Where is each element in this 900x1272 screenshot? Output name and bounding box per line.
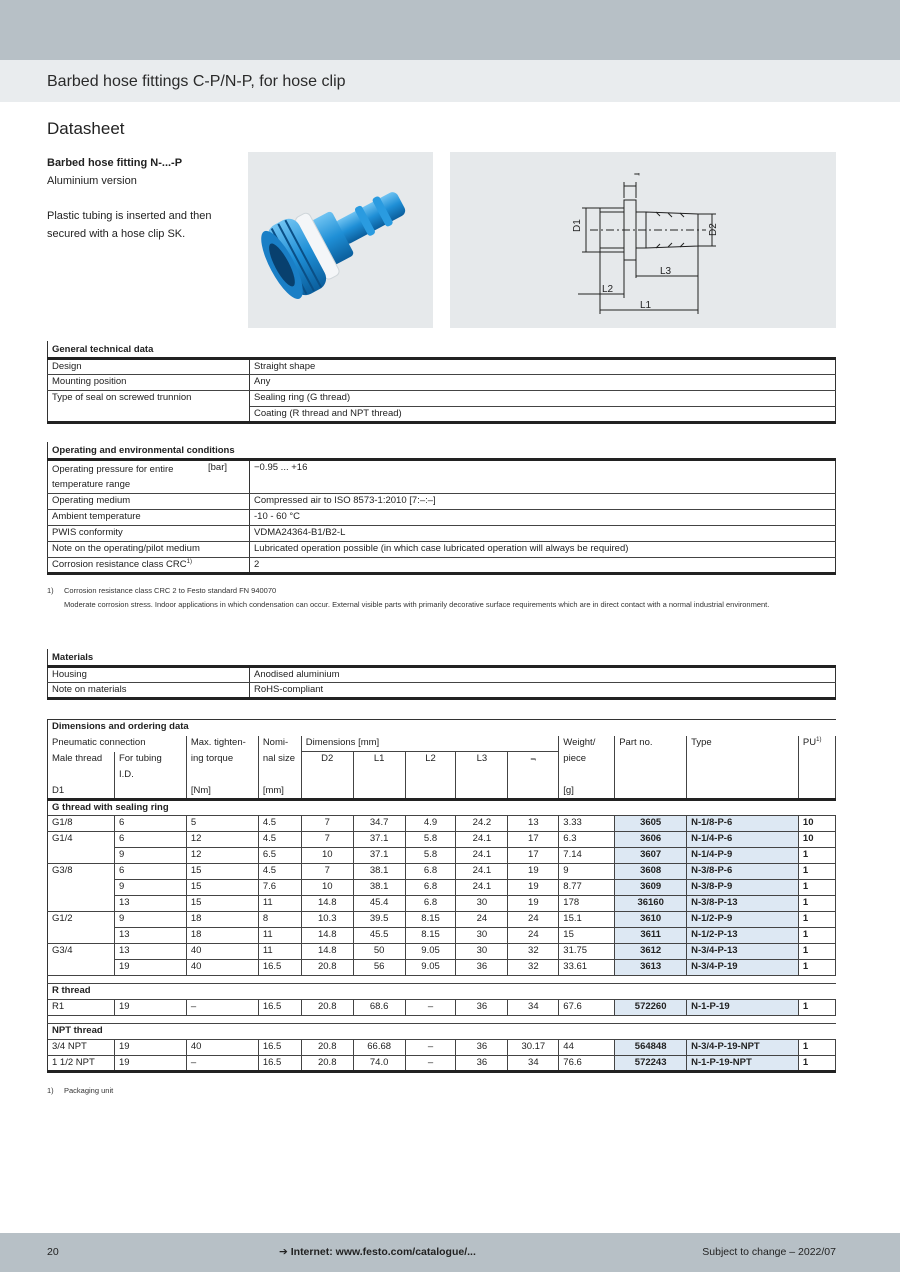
general-value: Any	[250, 374, 836, 390]
cell-max-torque: 15	[186, 880, 258, 896]
cell-l3: 36	[456, 1000, 508, 1016]
cell-weight: 3.33	[559, 816, 615, 832]
cell-nominal-size: 16.5	[258, 1000, 301, 1016]
general-value: Coating (R thread and NPT thread)	[250, 406, 836, 422]
npt-thread-rows	[48, 1040, 836, 1072]
cell-male-thread: 3/4 NPT	[48, 1040, 115, 1056]
header-g: [g]	[559, 784, 615, 800]
cell-d2: 20.8	[301, 1056, 353, 1072]
cell-type: N-1/2-P-13	[687, 928, 799, 944]
cell-weight: 15	[559, 928, 615, 944]
page-number: 20	[47, 1246, 59, 1258]
cell-max-torque: 40	[186, 960, 258, 976]
header-pu: PU	[802, 736, 817, 748]
cell-pu: 1	[798, 1000, 835, 1016]
cell-part-no: 572260	[615, 1000, 687, 1016]
table-row	[48, 848, 836, 864]
general-label: Mounting position	[48, 374, 250, 390]
footnote-marker: 1)	[47, 586, 54, 595]
cell-pu: 1	[798, 848, 835, 864]
cell-wrench-size: 34	[508, 1000, 559, 1016]
cell-pu: 1	[798, 960, 835, 976]
footnote-pu	[47, 1084, 113, 1098]
cell-part-no: 3611	[615, 928, 687, 944]
table-row	[48, 912, 836, 928]
cell-weight: 6.3	[559, 832, 615, 848]
header-max-torque-2: ing torque	[186, 752, 258, 768]
cell-weight: 7.14	[559, 848, 615, 864]
cell-weight: 9	[559, 864, 615, 880]
cell-nominal-size: 4.5	[258, 816, 301, 832]
header-mm: [mm]	[258, 784, 301, 800]
cell-l1: 45.5	[353, 928, 405, 944]
cell-male-thread: G1/2	[48, 912, 115, 928]
cell-l2: –	[405, 1040, 456, 1056]
cell-l3: 24.1	[456, 864, 508, 880]
cell-l2: 5.8	[405, 832, 456, 848]
cell-for-tubing: 13	[114, 896, 186, 912]
cell-l3: 30	[456, 896, 508, 912]
cell-max-torque: 18	[186, 912, 258, 928]
cell-l1: 50	[353, 944, 405, 960]
cell-nominal-size: 11	[258, 896, 301, 912]
operating-value: Compressed air to ISO 8573-1:2010 [7:–:–]	[250, 493, 836, 509]
product-image	[248, 152, 433, 328]
header-nominal-2: nal size	[258, 752, 301, 768]
cell-male-thread: G1/4	[48, 832, 115, 848]
cell-part-no: 3610	[615, 912, 687, 928]
cell-max-torque: 12	[186, 848, 258, 864]
cell-max-torque: –	[186, 1056, 258, 1072]
cell-type: N-1/4-P-9	[687, 848, 799, 864]
table-row	[48, 1040, 836, 1056]
cell-pu: 1	[798, 896, 835, 912]
cell-male-thread	[48, 896, 115, 912]
label-l1: L1	[640, 300, 652, 311]
cell-max-torque: 15	[186, 896, 258, 912]
operating-value: VDMA24364-B1/B2-L	[250, 525, 836, 541]
cell-d2: 10	[301, 880, 353, 896]
cell-d2: 10	[301, 848, 353, 864]
materials-table	[47, 649, 836, 700]
materials-label: Note on materials	[48, 682, 250, 698]
operating-conditions-table	[47, 442, 836, 575]
cell-nominal-size: 16.5	[258, 1040, 301, 1056]
cell-wrench-size: 19	[508, 864, 559, 880]
cell-part-no: 3609	[615, 880, 687, 896]
operating-label: Operating medium	[48, 493, 250, 509]
cell-for-tubing: 13	[114, 928, 186, 944]
pressure-value: −0.95 ... +16	[250, 459, 836, 493]
cell-d2: 7	[301, 864, 353, 880]
header-l3: L3	[456, 752, 508, 768]
header-nm: [Nm]	[186, 784, 258, 800]
cell-nominal-size: 6.5	[258, 848, 301, 864]
r-thread-rows	[48, 1000, 836, 1016]
cell-type: N-3/8-P-9	[687, 880, 799, 896]
cell-pu: 1	[798, 864, 835, 880]
cell-pu: 1	[798, 1040, 835, 1056]
cell-pu: 10	[798, 832, 835, 848]
cell-for-tubing: 19	[114, 960, 186, 976]
cell-l1: 37.1	[353, 832, 405, 848]
table-row	[48, 832, 836, 848]
cell-wrench-size: 24	[508, 912, 559, 928]
cell-wrench-size: 13	[508, 816, 559, 832]
cell-l3: 24.1	[456, 880, 508, 896]
cell-part-no: 3613	[615, 960, 687, 976]
cell-pu: 1	[798, 912, 835, 928]
operating-label: Ambient temperature	[48, 509, 250, 525]
cell-d2: 14.8	[301, 896, 353, 912]
cell-for-tubing: 6	[114, 816, 186, 832]
catalogue-link-text: Internet: www.festo.com/catalogue/...	[290, 1246, 476, 1258]
cell-pu: 1	[798, 928, 835, 944]
header-weight-1: Weight/	[559, 736, 615, 752]
cell-for-tubing: 9	[114, 880, 186, 896]
table-row	[48, 928, 836, 944]
cell-l2: 8.15	[405, 928, 456, 944]
footnote-pu-marker: 1)	[47, 1086, 54, 1095]
cell-type: N-3/4-P-19	[687, 960, 799, 976]
cell-l2: 8.15	[405, 912, 456, 928]
cell-max-torque: 40	[186, 1040, 258, 1056]
pressure-label-cell	[48, 459, 250, 493]
cell-l1: 56	[353, 960, 405, 976]
table-row	[48, 864, 836, 880]
label-d2: D2	[708, 223, 719, 236]
table-row	[48, 960, 836, 976]
cell-for-tubing: 19	[114, 1040, 186, 1056]
cell-l3: 24.2	[456, 816, 508, 832]
footnote-crc	[47, 584, 769, 612]
cell-type: N-3/8-P-6	[687, 864, 799, 880]
header-wrench-icon: ⫬	[508, 752, 559, 768]
cell-male-thread	[48, 880, 115, 896]
intro-subheading: Aluminium version	[47, 175, 137, 187]
catalogue-link[interactable]	[279, 1246, 476, 1258]
cell-pu: 1	[798, 944, 835, 960]
cell-max-torque: 15	[186, 864, 258, 880]
cell-l1: 68.6	[353, 1000, 405, 1016]
cell-weight: 31.75	[559, 944, 615, 960]
cell-weight: 8.77	[559, 880, 615, 896]
cell-d2: 20.8	[301, 1000, 353, 1016]
table-row	[48, 1056, 836, 1072]
cell-type: N-1/4-P-6	[687, 832, 799, 848]
cell-type: N-3/4-P-13	[687, 944, 799, 960]
cell-wrench-size: 24	[508, 928, 559, 944]
cell-wrench-size: 32	[508, 960, 559, 976]
technical-drawing	[450, 152, 836, 328]
table-row	[48, 896, 836, 912]
cell-male-thread	[48, 928, 115, 944]
cell-nominal-size: 11	[258, 928, 301, 944]
cell-d2: 14.8	[301, 944, 353, 960]
cell-type: N-1-P-19-NPT	[687, 1056, 799, 1072]
cell-male-thread: G3/8	[48, 864, 115, 880]
cell-l2: 6.8	[405, 896, 456, 912]
header-d1: D1	[48, 784, 115, 800]
operating-value: -10 - 60 °C	[250, 509, 836, 525]
cell-l1: 39.5	[353, 912, 405, 928]
cell-d2: 14.8	[301, 928, 353, 944]
cell-male-thread	[48, 848, 115, 864]
r-thread-section: R thread	[48, 984, 836, 1000]
cell-d2: 10.3	[301, 912, 353, 928]
table-row	[48, 816, 836, 832]
materials-value: Anodised aluminium	[250, 666, 836, 682]
cell-l3: 30	[456, 928, 508, 944]
cell-wrench-size: 30.17	[508, 1040, 559, 1056]
cell-pu: 10	[798, 816, 835, 832]
intro-heading: Barbed hose fitting N-...-P	[47, 157, 183, 169]
label-l3: L3	[660, 266, 672, 277]
cell-for-tubing: 13	[114, 944, 186, 960]
cell-nominal-size: 11	[258, 944, 301, 960]
general-value: Straight shape	[250, 358, 836, 374]
cell-weight: 178	[559, 896, 615, 912]
cell-l3: 30	[456, 944, 508, 960]
intro-description: Plastic tubing is inserted and then secured with a hose clip SK.	[47, 210, 212, 240]
materials-value: RoHS-compliant	[250, 682, 836, 698]
cell-pu: 1	[798, 1056, 835, 1072]
general-technical-table	[47, 341, 836, 424]
header-d2: D2	[301, 752, 353, 768]
dimension-drawing	[450, 152, 836, 328]
g-thread-section: G thread with sealing ring	[48, 800, 836, 816]
cell-nominal-size: 4.5	[258, 864, 301, 880]
cell-l2: –	[405, 1056, 456, 1072]
cell-l2: 9.05	[405, 944, 456, 960]
operating-value: Lubricated operation possible (in which case lubricated operation will always be required)	[250, 541, 836, 557]
header-l1: L1	[353, 752, 405, 768]
operating-label: PWIS conformity	[48, 525, 250, 541]
cell-male-thread: G3/4	[48, 944, 115, 960]
cell-l3: 24	[456, 912, 508, 928]
footer	[0, 1233, 900, 1272]
header-male-thread: Male thread	[48, 752, 115, 768]
header-pu-cell	[798, 736, 835, 752]
operating-title: Operating and environmental conditions	[48, 442, 836, 459]
cell-l2: 6.8	[405, 880, 456, 896]
cell-wrench-size: 19	[508, 880, 559, 896]
cell-l3: 24.1	[456, 848, 508, 864]
cell-l2: 5.8	[405, 848, 456, 864]
crc-label-cell	[48, 557, 250, 573]
cell-type: N-1/2-P-9	[687, 912, 799, 928]
label-d1: D1	[572, 219, 583, 232]
cell-wrench-size: 34	[508, 1056, 559, 1072]
header-pneumatic: Pneumatic connection	[48, 736, 187, 752]
cell-for-tubing: 19	[114, 1000, 186, 1016]
footnote-pu-text: Packaging unit	[64, 1086, 114, 1095]
cell-nominal-size: 16.5	[258, 1056, 301, 1072]
cell-part-no: 3612	[615, 944, 687, 960]
cell-type: N-3/8-P-13	[687, 896, 799, 912]
cell-part-no: 3608	[615, 864, 687, 880]
header-part-no: Part no.	[615, 736, 687, 752]
cell-for-tubing: 6	[114, 864, 186, 880]
cell-l1: 37.1	[353, 848, 405, 864]
pressure-unit: [bar]	[207, 461, 227, 473]
operating-label: Note on the operating/pilot medium	[48, 541, 250, 557]
cell-weight: 44	[559, 1040, 615, 1056]
general-label: Type of seal on screwed trunnion	[48, 390, 250, 406]
crc-label: Corrosion resistance class CRC	[52, 558, 187, 570]
crc-footnote-ref: 1)	[186, 558, 192, 565]
header-type: Type	[687, 736, 799, 752]
cell-d2: 7	[301, 832, 353, 848]
cell-type: N-1-P-19	[687, 1000, 799, 1016]
header-pu-sup: 1)	[816, 736, 822, 743]
cell-male-thread: G1/8	[48, 816, 115, 832]
footnote-line2: Moderate corrosion stress. Indoor applications in which condensation can occur. External visible parts with primarily decorative surface requirements which are in direct contact with a normal industrial environment.	[64, 600, 770, 609]
cell-wrench-size: 32	[508, 944, 559, 960]
cell-wrench-size: 17	[508, 832, 559, 848]
header-dimensions: Dimensions [mm]	[301, 736, 559, 752]
cell-l2: 9.05	[405, 960, 456, 976]
general-title: General technical data	[48, 341, 836, 358]
wrench-symbol-icon: ⫬	[634, 168, 640, 179]
fitting-photo	[248, 152, 433, 328]
cell-l1: 45.4	[353, 896, 405, 912]
header-band	[0, 60, 900, 102]
cell-l3: 24.1	[456, 832, 508, 848]
cell-max-torque: 5	[186, 816, 258, 832]
cell-for-tubing: 6	[114, 832, 186, 848]
cell-l3: 36	[456, 1056, 508, 1072]
top-band	[0, 0, 900, 60]
header-weight-2: piece	[559, 752, 615, 768]
cell-weight: 67.6	[559, 1000, 615, 1016]
general-label: Design	[48, 358, 250, 374]
cell-part-no: 3607	[615, 848, 687, 864]
header-title: Barbed hose fittings C-P/N-P, for hose clip	[47, 73, 346, 90]
label-l2: L2	[602, 284, 614, 295]
table-row	[48, 1000, 836, 1016]
cell-type: N-3/4-P-19-NPT	[687, 1040, 799, 1056]
g-thread-rows	[48, 816, 836, 976]
cell-l2: 6.8	[405, 864, 456, 880]
cell-part-no: 36160	[615, 896, 687, 912]
cell-male-thread	[48, 960, 115, 976]
cell-nominal-size: 4.5	[258, 832, 301, 848]
cell-male-thread: 1 1/2 NPT	[48, 1056, 115, 1072]
cell-weight: 33.61	[559, 960, 615, 976]
cell-max-torque: –	[186, 1000, 258, 1016]
cell-l1: 38.1	[353, 880, 405, 896]
cell-weight: 15.1	[559, 912, 615, 928]
table-row	[48, 944, 836, 960]
cell-for-tubing: 9	[114, 912, 186, 928]
intro-text	[47, 154, 237, 243]
npt-thread-section: NPT thread	[48, 1024, 836, 1040]
subject-to-change: Subject to change – 2022/07	[702, 1246, 836, 1258]
cell-l2: –	[405, 1000, 456, 1016]
cell-part-no: 572243	[615, 1056, 687, 1072]
general-label	[48, 406, 250, 422]
header-nominal-1: Nomi-	[258, 736, 301, 752]
cell-l2: 4.9	[405, 816, 456, 832]
cell-max-torque: 12	[186, 832, 258, 848]
cell-l1: 34.7	[353, 816, 405, 832]
cell-l1: 66.68	[353, 1040, 405, 1056]
cell-type: N-1/8-P-6	[687, 816, 799, 832]
cell-pu: 1	[798, 880, 835, 896]
cell-d2: 7	[301, 816, 353, 832]
cell-d2: 20.8	[301, 960, 353, 976]
cell-l3: 36	[456, 1040, 508, 1056]
materials-title: Materials	[48, 649, 836, 666]
cell-part-no: 564848	[615, 1040, 687, 1056]
cell-nominal-size: 7.6	[258, 880, 301, 896]
header-for-tubing-1: For tubing	[114, 752, 186, 768]
cell-nominal-size: 8	[258, 912, 301, 928]
dimensions-title: Dimensions and ordering data	[48, 720, 836, 736]
cell-wrench-size: 19	[508, 896, 559, 912]
cell-d2: 20.8	[301, 1040, 353, 1056]
header-l2: L2	[405, 752, 456, 768]
dimensions-ordering-table	[47, 719, 836, 1073]
table-row	[48, 880, 836, 896]
cell-part-no: 3606	[615, 832, 687, 848]
cell-l3: 36	[456, 960, 508, 976]
section-title: Datasheet	[47, 119, 125, 138]
header-for-tubing-2: I.D.	[114, 768, 186, 784]
footnote-line1: Corrosion resistance class CRC 2 to Festo standard FN 940070	[64, 586, 277, 595]
cell-for-tubing: 9	[114, 848, 186, 864]
cell-max-torque: 40	[186, 944, 258, 960]
general-value: Sealing ring (G thread)	[250, 390, 836, 406]
cell-nominal-size: 16.5	[258, 960, 301, 976]
materials-label: Housing	[48, 666, 250, 682]
cell-l1: 38.1	[353, 864, 405, 880]
cell-max-torque: 18	[186, 928, 258, 944]
pressure-label: Operating pressure for entire temperature range	[52, 463, 174, 490]
crc-value: 2	[250, 557, 836, 573]
arrow-icon: ➔	[279, 1246, 288, 1258]
header-max-torque-1: Max. tighten-	[186, 736, 258, 752]
cell-weight: 76.6	[559, 1056, 615, 1072]
cell-for-tubing: 19	[114, 1056, 186, 1072]
cell-l1: 74.0	[353, 1056, 405, 1072]
cell-male-thread: R1	[48, 1000, 115, 1016]
cell-wrench-size: 17	[508, 848, 559, 864]
cell-part-no: 3605	[615, 816, 687, 832]
